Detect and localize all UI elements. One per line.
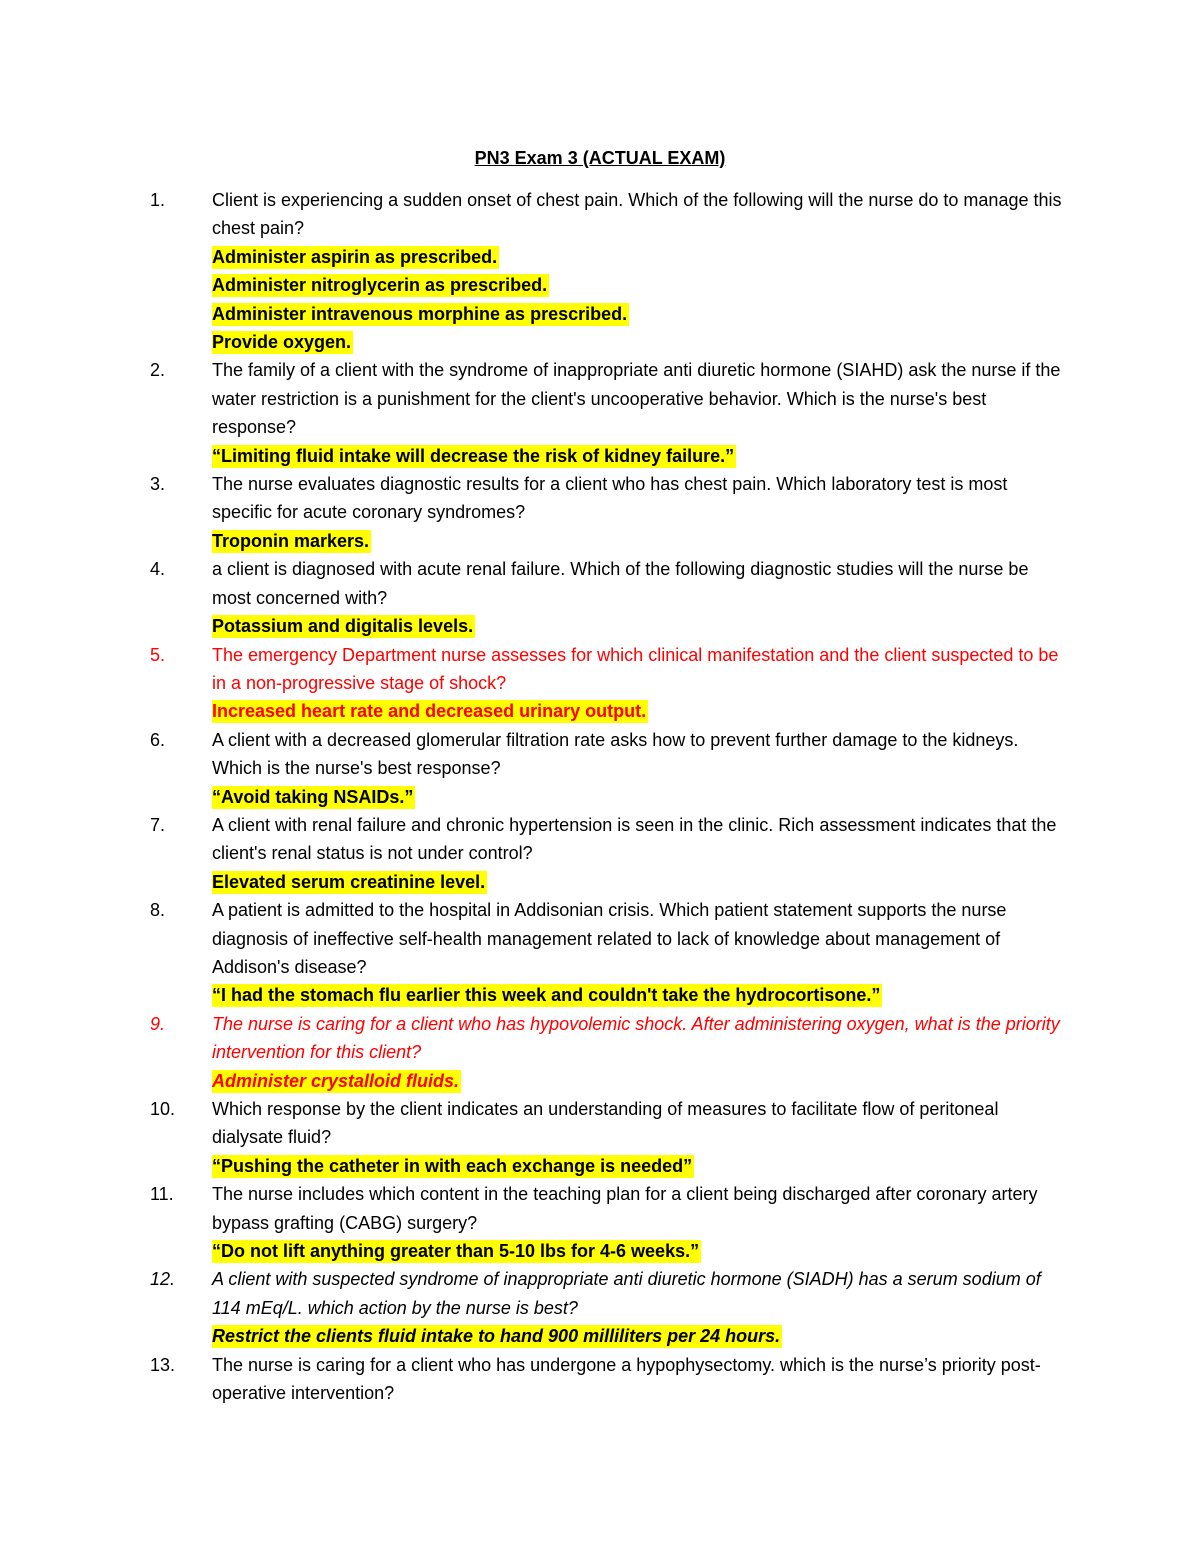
- answer-text: “Pushing the catheter in with each exchange is needed”: [212, 1155, 693, 1176]
- answer-text: “I had the stomach flu earlier this week and couldn't take the hydrocortisone.”: [212, 985, 881, 1006]
- document-title: PN3 Exam 3 (ACTUAL EXAM): [474, 148, 726, 168]
- question-item-flagged: [0, 1010, 1062, 1095]
- question-item: [0, 356, 1062, 470]
- answer-list: [212, 783, 1062, 811]
- question-number: 8.: [150, 900, 166, 921]
- answer-list: [212, 981, 1062, 1009]
- question-number: 4.: [150, 559, 166, 580]
- question-item-flagged: [0, 641, 1062, 726]
- answer-list: [212, 442, 1062, 470]
- question-number: 1.: [150, 190, 166, 210]
- answer-text: Increased heart rate and decreased urinary output.: [212, 701, 647, 722]
- answer-list: [212, 697, 1062, 725]
- question-text: Which response by the client indicates an understanding of measures to facilitate flow of peritoneal dialysate fluid?: [212, 1099, 999, 1148]
- answer-text: “Avoid taking NSAIDs.”: [212, 786, 414, 807]
- answer-list: [212, 1067, 1062, 1095]
- answer-text: “Limiting fluid intake will decrease the risk of kidney failure.”: [212, 445, 735, 466]
- question-text: A client with renal failure and chronic hypertension is seen in the clinic. Rich assessment indicates that the client's renal status is not under control?: [212, 814, 1057, 864]
- question-item: [0, 896, 1062, 1010]
- answer-text: Administer crystalloid fluids.: [212, 1070, 460, 1091]
- question-item: [0, 186, 1062, 356]
- question-text: The nurse is caring for a client who has undergone a hypophysectomy. which is the nurse’s priority post-operative intervention?: [212, 1354, 1041, 1404]
- question-text: A client with a decreased glomerular filtration rate asks how to prevent further damage to the kidneys. Which is the nurse's best response?: [212, 729, 1019, 779]
- question-text: a client is diagnosed with acute renal failure. Which of the following diagnostic studies will the nurse be most concerned with?: [212, 559, 1029, 608]
- question-item: [0, 1180, 1062, 1265]
- answer-text: Elevated serum creatinine level.: [212, 871, 486, 892]
- answer-text: Administer intravenous morphine as prescribed.: [212, 303, 628, 324]
- question-item: [0, 1095, 1062, 1180]
- question-text: A patient is admitted to the hospital in Addisonian crisis. Which patient statement supports the nurse diagnosis of ineffective self-health management related to lack of knowledge about management of Addison's disease?: [212, 900, 1007, 977]
- question-list: [0, 186, 1200, 1407]
- question-number: 13.: [150, 1354, 176, 1375]
- answer-list: [212, 527, 1062, 555]
- question-text: Client is experiencing a sudden onset of chest pain. Which of the following will the nurse do to manage this chest pain?: [212, 190, 1062, 239]
- answer-text: Restrict the clients fluid intake to hand 900 milliliters per 24 hours.: [212, 1326, 781, 1347]
- question-number: 9.: [150, 1013, 166, 1034]
- question-item: [0, 1265, 1062, 1350]
- answer-list: [212, 1152, 1062, 1180]
- question-text: The nurse is caring for a client who has hypovolemic shock. After administering oxygen, what is the priority intervention for this client?: [212, 1013, 1060, 1063]
- question-text: The family of a client with the syndrome of inappropriate anti diuretic hormone (SIAHD) ask the nurse if the water restriction is a punishment for the client's uncooperative behavior. Which is the nurse's best response?: [212, 360, 1061, 438]
- question-number: 6.: [150, 729, 166, 750]
- answer-list: [212, 1237, 1062, 1265]
- question-item: [0, 726, 1062, 811]
- question-number: 3.: [150, 474, 166, 495]
- question-item: [0, 811, 1062, 896]
- answer-text: Potassium and digitalis levels.: [212, 616, 474, 637]
- question-text: A client with suspected syndrome of inappropriate anti diuretic hormone (SIADH) has a serum sodium of 114 mEq/L. which action by the nurse is best?: [212, 1269, 1041, 1318]
- answer-list: [212, 868, 1062, 896]
- question-item: [0, 470, 1062, 555]
- answer-text: “Do not lift anything greater than 5-10 lbs for 4-6 weeks.”: [212, 1241, 700, 1262]
- answer-text: Provide oxygen.: [212, 332, 352, 353]
- question-number: 5.: [150, 644, 166, 665]
- question-number: 12.: [150, 1269, 176, 1290]
- answer-text: Administer aspirin as prescribed.: [212, 246, 498, 267]
- question-number: 7.: [150, 814, 166, 835]
- answer-text: Administer nitroglycerin as prescribed.: [212, 275, 548, 296]
- question-number: 11.: [150, 1184, 174, 1205]
- question-text: The emergency Department nurse assesses for which clinical manifestation and the client suspected to be in a non-progressive stage of shock?: [212, 644, 1059, 693]
- answer-text: Troponin markers.: [212, 530, 370, 551]
- question-text: The nurse includes which content in the teaching plan for a client being discharged after coronary artery bypass grafting (CABG) surgery?: [212, 1184, 1038, 1233]
- question-item: [0, 1351, 1062, 1408]
- question-number: 2.: [150, 360, 166, 381]
- answer-list: [212, 243, 1062, 357]
- question-number: 10.: [150, 1099, 176, 1119]
- answer-list: [212, 612, 1062, 640]
- question-text: The nurse evaluates diagnostic results for a client who has chest pain. Which laboratory test is most specific for acute coronary syndromes?: [212, 474, 1008, 523]
- answer-list: [212, 1322, 1062, 1350]
- question-item: [0, 555, 1062, 640]
